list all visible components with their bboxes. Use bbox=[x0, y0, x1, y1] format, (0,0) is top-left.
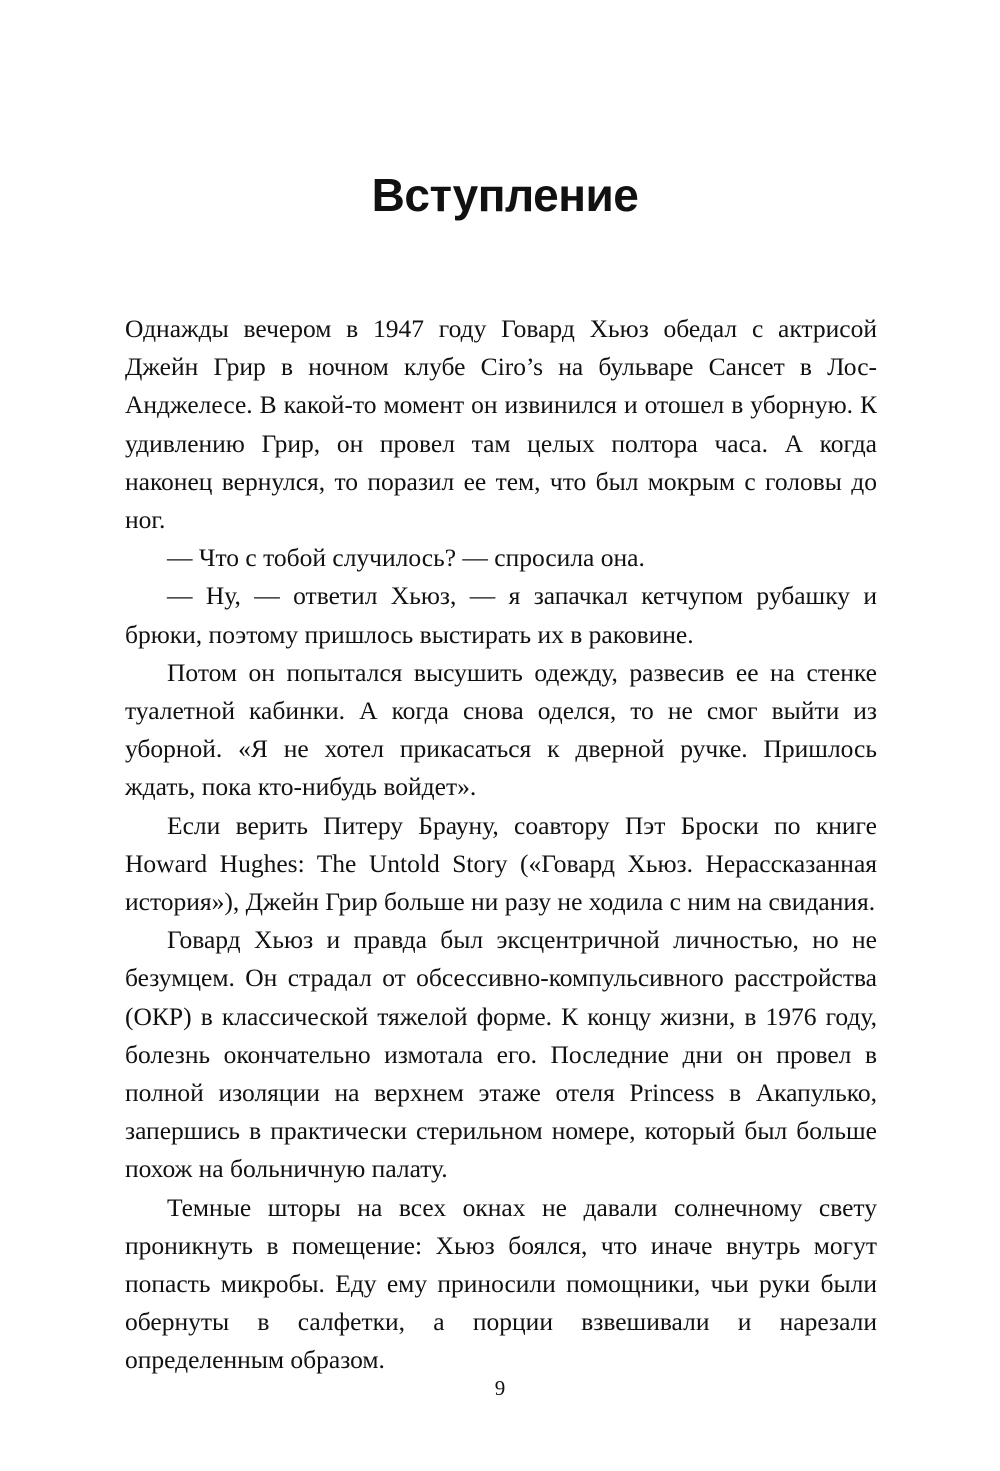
paragraph: Темные шторы на всех окнах не давали солнечному свету проникнуть в помещение: Хьюз боялся, что иначе внутрь могут попасть микробы. Еду ему приносили помощники, чьи руки были обернуты в салфетки, а порции взвешивали и нарезали определенным образом. bbox=[125, 1192, 877, 1375]
paragraph: Если верить Питеру Брауну, соавтору Пэт Броски по книге Howard Hughes: The Untold Story («Говард Хьюз. Нерассказанная история»), Джейн Грир больше ни разу не ходила с ним на свидания. bbox=[125, 810, 877, 917]
page-number: 9 bbox=[494, 1376, 506, 1400]
paragraph: Однажды вечером в 1947 году Говард Хьюз обедал с актрисой Джейн Грир в ночном клубе Ciro’s на бульваре Сансет в Лос-Анджелесе. В какой-то момент он извинился и отошел в уборную. К удивлению Грир, он провел там целых полтора часа. А когда наконец вернулся, то поразил ее тем, что был мокрым с головы до ног. bbox=[125, 314, 877, 535]
paragraph: Потом он попытался высушить одежду, развесив ее на стенке туалетной кабинки. А когда снова оделся, то не смог выйти из уборной. «Я не хотел прикасаться к дверной ручке. Пришлось ждать, пока кто-нибудь войдет». bbox=[125, 657, 877, 802]
page-title: Вступление bbox=[371, 169, 639, 221]
paragraph: Говард Хьюз и правда был эксцентричной личностью, но не безумцем. Он страдал от обсессивно-компульсивного расстройства (ОКР) в классической тяжелой форме. К концу жизни, в 1976 году, болезнь окончательно измотала его. Последние дни он провел в полной изоляции на верхнем этаже отеля Princess в Акапулько, запершись в практически стерильном номере, который был больше похож на больничную палату. bbox=[125, 925, 877, 1184]
body-text-block bbox=[125, 310, 877, 1380]
paragraph: — Ну, — ответил Хьюз, — я запачкал кетчупом рубашку и брюки, поэтому пришлось выстирать их в раковине. bbox=[125, 581, 877, 649]
paragraph: — Что с тобой случилось? — спросила она. bbox=[167, 543, 645, 573]
